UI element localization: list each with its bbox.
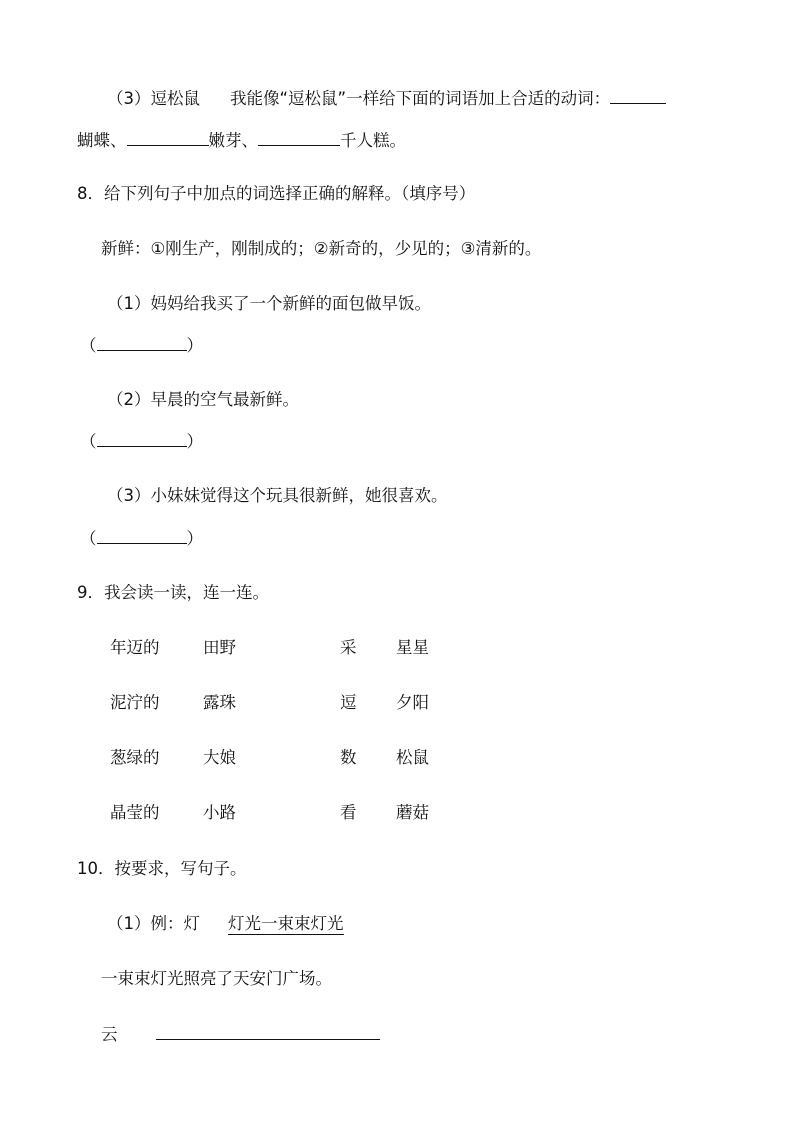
q10-title: 10．按要求，写句子。 [77,859,247,878]
q9-right-col2-item[interactable]: 松鼠 [396,748,429,767]
q7-item3-line [107,87,666,110]
q7-blank-2[interactable] [258,129,340,146]
q9-right-col2-item[interactable]: 蘑菇 [396,803,429,822]
q7-item3-label: （3）逗松鼠 [107,89,200,108]
q8-definition: 新鲜：①刚生产，刚制成的；②新奇的，少见的；③清新的。 [101,239,542,258]
q7-blank-1[interactable] [127,129,209,146]
q10-example-answer: 灯光一束束灯光 [228,914,344,933]
q9-left-col1-item[interactable]: 年迈的 [110,638,160,657]
q9-right-col1-item[interactable]: 逗 [340,693,357,712]
q8-sentence-3: （3）小妹妹觉得这个玩具很新鲜，她很喜欢。 [107,486,448,505]
q9-right-col2-item[interactable]: 星星 [396,638,429,657]
q9-right-col1-item[interactable]: 看 [340,803,357,822]
q9-left-col1-item[interactable]: 晶莹的 [110,803,160,822]
q7-word-2: 嫩芽、 [208,131,258,150]
q9-left-col1-item[interactable]: 葱绿的 [110,748,160,767]
q7-words-line [77,129,406,152]
q9-right-col2-item[interactable]: 夕阳 [396,693,429,712]
q8-answer-blank-2[interactable] [97,430,187,447]
q10-answer-blank[interactable] [156,1023,380,1040]
q10-prompt-line [101,1023,380,1046]
q10-example-line [107,913,344,935]
q10-prompt-word: 云 [101,1025,118,1044]
q10-example-label: （1）例：灯 [107,914,200,933]
q8-sentence-1: （1）妈妈给我买了一个新鲜的面包做早饭。 [107,294,431,313]
q7-word-3: 千人糕。 [340,131,406,150]
q8-answer-blank-3[interactable] [97,527,187,544]
q7-item3-instruction: 我能像“逗松鼠”一样给下面的词语加上合适的动词： [230,89,611,108]
q8-sentence-2: （2）早晨的空气最新鲜。 [107,390,299,409]
q8-answer-1: （ ） [80,336,203,355]
q9-left-col1-item[interactable]: 泥泞的 [110,693,160,712]
q8-answer-2: （ ） [80,432,203,451]
q9-left-col2-item[interactable]: 露珠 [203,693,236,712]
q8-answer-3: （ ） [80,529,203,548]
q9-left-col2-item[interactable]: 田野 [203,638,236,657]
q9-left-col2-item[interactable]: 大娘 [203,748,236,767]
q8-answer-blank-1[interactable] [97,334,187,351]
q9-title: 9．我会读一读，连一连。 [77,583,269,602]
q10-example-sentence: 一束束灯光照亮了天安门广场。 [101,969,332,988]
q7-word-1: 蝴蝶、 [77,131,127,150]
q7-blank-0[interactable] [610,87,666,104]
q9-right-col1-item[interactable]: 采 [340,638,357,657]
q9-left-col2-item[interactable]: 小路 [203,803,236,822]
q8-title: 8．给下列句子中加点的词选择正确的解释。（填序号） [77,184,476,203]
q9-right-col1-item[interactable]: 数 [340,748,357,767]
